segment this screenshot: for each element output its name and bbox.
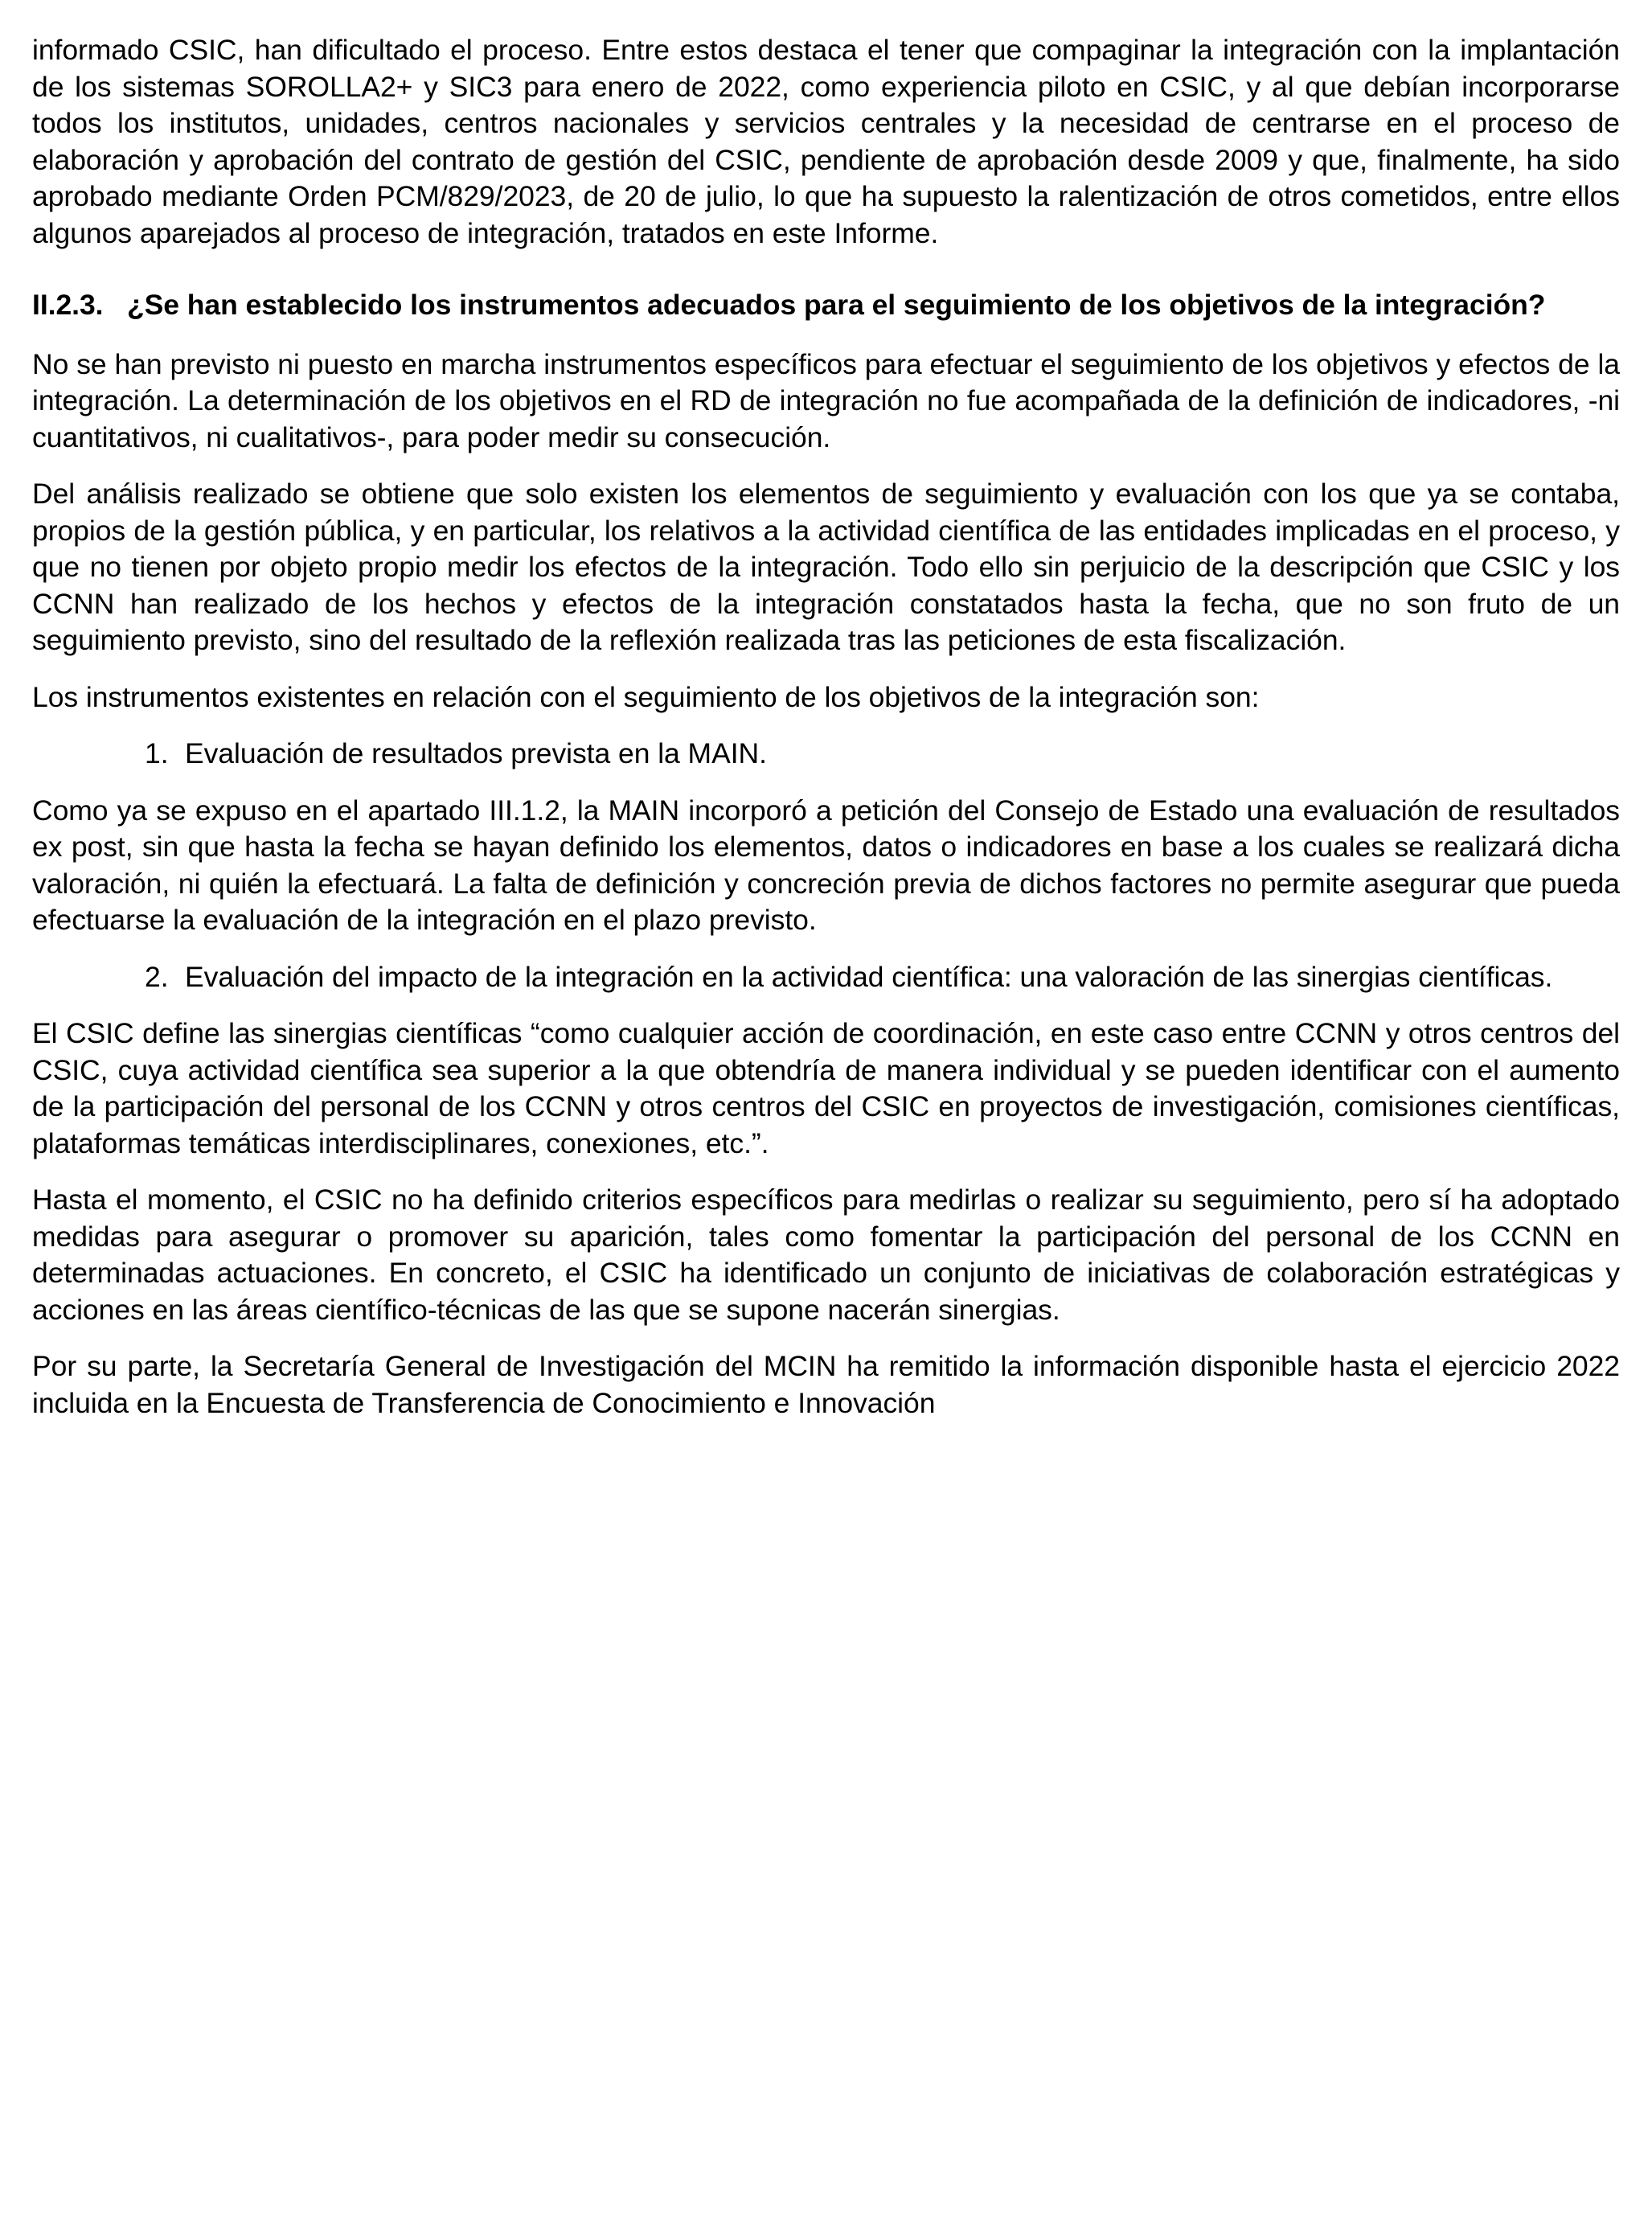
- paragraph-no-instruments: No se han previsto ni puesto en marcha instrumentos específicos para efectuar el seguimiento de los objetivos y efectos de la integración. La determinación de los objetivos en el RD de integración no fue acompañada de la definición de indicadores, -ni cuantitativos, ni cualitativos-, para poder medir su consecución.: [32, 347, 1620, 453]
- paragraph-existing-instruments-intro: Los instrumentos existentes en relación con el seguimiento de los objetivos de la integración son:: [32, 680, 1260, 713]
- list-item-label: Evaluación del impacto de la integración en la actividad científica: una valoración de las sinergias científicas.: [185, 960, 1553, 993]
- paragraph-analysis-results: Del análisis realizado se obtiene que solo existen los elementos de seguimiento y evaluación con los que ya se contaba, propios de la gestión pública, y en particular, los relativos a la actividad científica de las entidades implicadas en el proceso, y que no tienen por objeto propio medir los efectos de la integración. Todo ello sin perjuicio de la descripción que CSIC y los CCNN han realizado de los hechos y efectos de la integración constatados hasta la fecha, que no son fruto de un seguimiento previsto, sino del resultado de la reflexión realizada tras las peticiones de esta fiscalización.: [32, 478, 1620, 656]
- list-item-marker: 2.: [145, 960, 169, 993]
- list-item: [32, 959, 1620, 996]
- paragraph-mcin-secretariat: Por su parte, la Secretaría General de Investigación del MCIN ha remitido la información disponible hasta el ejercicio 2022 incluida en la Encuesta de Transferencia de Conocimiento e Innovación: [32, 1350, 1620, 1419]
- list-item: [32, 736, 1620, 773]
- numbered-list-item-two: [32, 959, 1620, 996]
- paragraph-main-ex-post-evaluation: Como ya se expuso en el apartado III.1.2, la MAIN incorporó a petición del Consejo de Estado una evaluación de resultados ex post, sin que hasta la fecha se hayan definido los elementos, datos o indicadores en base a los cuales se realizará dicha valoración, ni quién la efectuará. La falta de definición y concreción previa de dichos factores no permite asegurar que pueda efectuarse la evaluación de la integración en el plazo previsto.: [32, 794, 1620, 936]
- paragraph-no-criteria-defined: Hasta el momento, el CSIC no ha definido criterios específicos para medirlas o realizar su seguimiento, pero sí ha adoptado medidas para asegurar o promover su aparición, tales como fomentar la participación del personal de los CCNN en determinadas actuaciones. En concreto, el CSIC ha identificado un conjunto de iniciativas de colaboración estratégicas y acciones en las áreas científico-técnicas de las que se supone nacerán sinergias.: [32, 1184, 1620, 1326]
- paragraph-continuation-csic-process: informado CSIC, han dificultado el proceso. Entre estos destaca el tener que compaginar la integración con la implantación de los sistemas SOROLLA2+ y SIC3 para enero de 2022, como experiencia piloto en CSIC, y al que debían incorporarse todos los institutos, unidades, centros nacionales y servicios centrales y la necesidad de centrarse en el proceso de elaboración y aprobación del contrato de gestión del CSIC, pendiente de aprobación desde 2009 y que, finalmente, ha sido aprobado mediante Orden PCM/829/2023, de 20 de julio, lo que ha supuesto la ralentización de otros cometidos, entre ellos algunos aparejados al proceso de integración, tratados en este Informe.: [32, 34, 1620, 249]
- page-content: [32, 32, 1620, 1422]
- numbered-list-item-one: [32, 736, 1620, 773]
- section-heading-ii-2-3: [32, 287, 1620, 324]
- list-item-marker: 1.: [145, 737, 169, 769]
- section-heading-title: ¿Se han establecido los instrumentos adecuados para el seguimiento de los objetivos de la integración?: [127, 289, 1546, 321]
- section-heading-number: II.2.3.: [32, 289, 104, 321]
- list-item-label: Evaluación de resultados prevista en la MAIN.: [185, 737, 767, 769]
- paragraph-csic-synergies-definition: El CSIC define las sinergias científicas “como cualquier acción de coordinación, en este caso entre CCNN y otros centros del CSIC, cuya actividad científica sea superior a la que obtendría de manera individual y se pueden identificar con el aumento de la participación del personal de los CCNN y otros centros del CSIC en proyectos de investigación, comisiones científicas, plataformas temáticas interdisciplinares, conexiones, etc.”.: [32, 1017, 1620, 1159]
